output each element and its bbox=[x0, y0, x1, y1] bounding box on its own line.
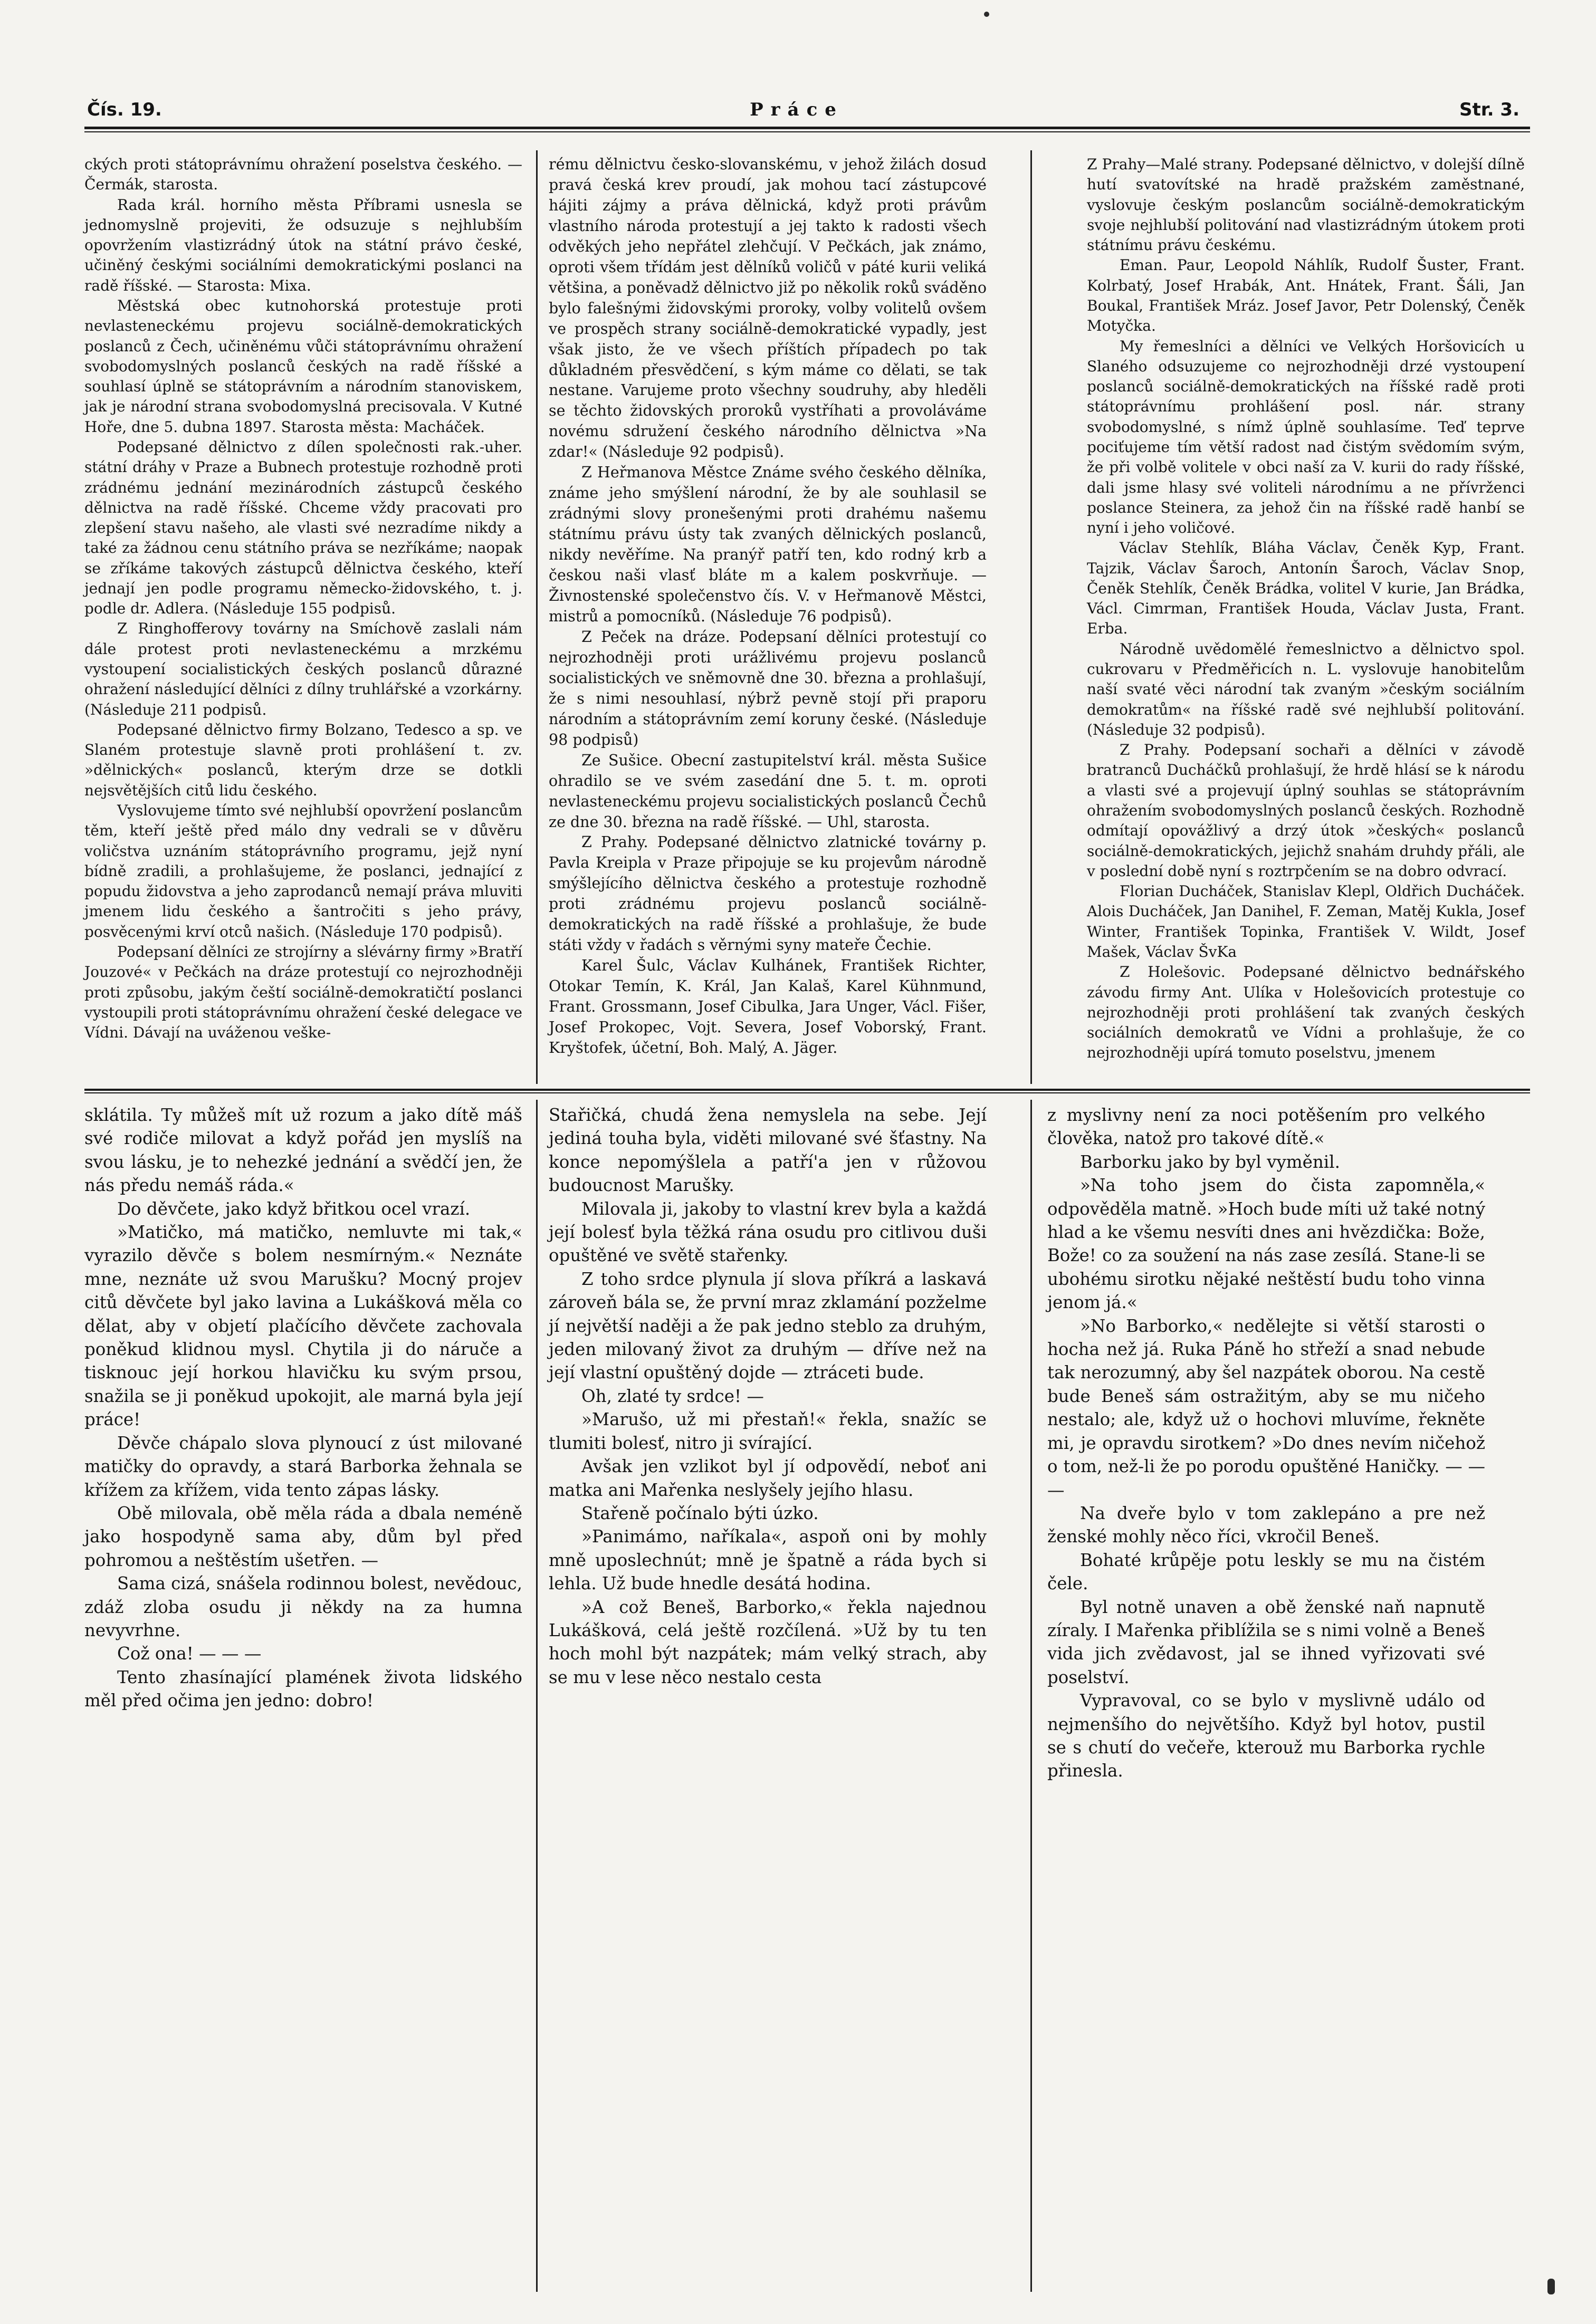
paragraph: Vyslovujeme tímto své nejhlubší opovržení poslancům těm, kteří ještě před málo dny vedrali se v důvěru voličstva uznáním státoprávního programu, jejž nyní bídně zradili, a prohlašujeme, že poslanci, jednající z popudu židovstva a jeho zaprodanců nemají práva mluviti jmenem lidu českého a šantročiti s jeho právy, posvěcenými krví otců našich. (Následuje 170 podpisů). bbox=[84, 802, 522, 940]
paragraph: sklátila. Ty můžeš mít už rozum a jako dítě máš své rodiče milovat a když pořád jen myslíš na svou lásku, je to nehezké jednání a svědčí jen, že nás předu nemáš ráda.« bbox=[84, 1105, 522, 1196]
lower-column-3 bbox=[1047, 1103, 1485, 2290]
column-divider bbox=[1030, 1100, 1032, 2292]
lower-column-2 bbox=[549, 1103, 987, 2290]
header-rule-thin bbox=[84, 131, 1530, 132]
paragraph: Bohaté krůpěje potu leskly se mu na čistém čele. bbox=[1047, 1550, 1485, 1594]
paragraph: »No Barborko,« nedělejte si větší starosti o hocha než já. Ruka Páně ho střeží a snad nebude tak nerozumný, aby šel nazpátek oborou. Na cestě bude Beneš sám ostražitým, aby se mu ničeho nestalo; ale, když už o hochovi mluvíme, řekněte mi, je opravdu sirotkem? »Do dnes nevím ničehož o tom, než-li že po porodu opuštěné Haničky. — — — bbox=[1047, 1315, 1485, 1500]
paragraph: »Na toho jsem do čista zapomněla,« odpověděla matně. »Hoch bude míti už také notný hlad a ke všemu nesvíti dnes ani hvězdička: Bože, Bože! co za soužení na nás zase zesílá. Stane-li se ubohému sirotku nějaké neštěstí budu toho vinna jenom já.« bbox=[1047, 1175, 1485, 1313]
section-separator-thin bbox=[84, 1092, 1530, 1093]
paragraph: Děvče chápalo slova plynoucí z úst milované matičky do opravdy, a stará Barborka žehnala se křížem za křížem, vida tento zápas lásky. bbox=[84, 1433, 522, 1500]
column-divider bbox=[536, 150, 538, 1084]
paragraph: »Marušo, už mi přestaň!« řekla, snažíc se tlumiti bolesť, nitro ji svírající. bbox=[549, 1409, 987, 1453]
paragraph: Tento zhasínající plamének života lidského měl před očima jen jedno: dobro! bbox=[84, 1667, 522, 1711]
paragraph: Z Heřmanova Městce Známe svého českého dělníka, známe jeho smýšlení národní, že by ale souhlasil se zrádnými slovy pronešenými proti drahému našemu státnímu právu ústy tak zvaných dělnických poslanců, nikdy nevěříme. Na pranýř patří ten, kdo rodný krb a českou naši vlasť bláte m a kalem poskvrňuje. — Živnostenské společenstvo čís. V. v Heřmanově Městci, mistrů a pomocníků. (Následuje 76 podpisů). bbox=[549, 464, 987, 625]
paragraph: Podepsaní dělníci ze strojírny a slévárny firmy »Bratří Jouzové« v Pečkách na dráze protestují co nejrozhodněji proti způsobu, jakým čeští sociálně-demokratičtí poslanci vystoupili proti státoprávnímu ohražení české delegace ve Vídni. Dávají na uváženou veške- bbox=[84, 943, 522, 1042]
paragraph: Z Holešovic. Podepsané dělnictvo bednářského závodu firmy Ant. Ulíka v Holešovicích protestuje co nejrozhodněji proti prohlášení tak zvaných českých sociálních demokratů ve Vídni a prohlašuje, že co nejrozhodněji upírá tomuto poselstvu, jmenem bbox=[1087, 963, 1525, 1062]
paragraph: Avšak jen vzlikot byl jí odpovědí, neboť ani matka ani Mařenka neslyšely jejího hlasu. bbox=[549, 1456, 987, 1500]
paragraph: Václav Stehlík, Bláha Václav, Čeněk Kyp, Frant. Tajzik, Václav Šaroch, Antonín Šaroch, Václav Snop, Čeněk Stehlík, Čeněk Brádka, volitel V kurie, Jan Brádka, Václ. Cimrman, František Houda, Václav Justa, Frant. Erba. bbox=[1087, 539, 1525, 638]
page-number: Str. 3. bbox=[1459, 99, 1519, 120]
paragraph: Sama cizá, snášela rodinnou bolest, nevědouc, zdáž zloba osudu ji někdy na za humna nevyvrhne. bbox=[84, 1573, 522, 1640]
paragraph: Národně uvědomělé řemeslnictvo a dělnictvo spol. cukrovaru v Předměřicích n. L. vyslovuje hanobitelům naší svaté věci národní tak zvaným »českým sociálním demokratům« na říšské radě své nejhlubší politování. (Následuje 32 podpisů). bbox=[1087, 640, 1525, 738]
paragraph: Z Peček na dráze. Podepsaní dělníci protestují co nejrozhodněji proti urážlivému projevu poslanců socialistických ve sněmovně dne 30. března a prohlašují, že s nimi nesouhlasí, nýbrž pevně stojí při praporu národním a státoprávním zemí koruny české. (Následuje 98 podpisů) bbox=[549, 628, 987, 748]
paragraph: Florian Ducháček, Stanislav Klepl, Oldřich Ducháček. Alois Ducháček, Jan Danihel, F. Zeman, Matěj Kukla, Josef Winter, František Topinka, František V. Wildt, Josef Mašek, Václav ŠvKa bbox=[1087, 882, 1525, 961]
paragraph: Eman. Paur, Leopold Náhlík, Rudolf Šuster, Frant. Kolrbatý, Josef Hrabák, Ant. Hnátek, Frant. Šáli, Jan Boukal, František Mráz. Josef Javor, Petr Dolenský, Čeněk Motyčka. bbox=[1087, 256, 1525, 335]
paragraph: Stařeně počínalo býti úzko. bbox=[581, 1503, 819, 1523]
paragraph: Vypravoval, co se bylo v myslivně událo od nejmenšího do největšího. Když byl hotov, pustil se s chutí do večeře, kterouž mu Barborka rychle přinesla. bbox=[1047, 1691, 1485, 1781]
paragraph: »Panimámo, naříkala«, aspoň oni by mohly mně uposlechnút; mně je špatně a ráda bych si lehla. Už bude hnedle desátá hodina. bbox=[549, 1526, 987, 1594]
upper-column-3 bbox=[1087, 155, 1525, 1083]
paragraph: z myslivny není za noci potěšením pro velkého člověka, natož pro takové dítě.« bbox=[1047, 1105, 1485, 1149]
upper-column-2 bbox=[549, 155, 987, 1083]
paragraph: Z Prahy. Podepsaní sochaři a dělníci v závodě bratranců Ducháčků prohlašují, že hrdě hlásí se k národu a vlasti své a projevují úplný souhlas se státoprávním ohražením svobodomyslných poslanců českých. Rozhodně odmítají opovážlivý a drzý útok »českých« poslanců sociálně-demokratických, jejichž snahám druhdy přáli, ale v poslední době nyní s roztrpčením se na dobro odvrací. bbox=[1087, 741, 1525, 880]
paragraph: Rada král. horního města Příbrami usnesla se jednomyslně projeviti, že odsuzuje s nejhlubším opovržením vlastizrádný útok na státní právo české, učiněný českými sociálními demokratickými poslanci na radě říšské. — Starosta: Mixa. bbox=[84, 196, 522, 294]
paragraph: Z Prahy. Podepsané dělnictvo zlatnické továrny p. Pavla Kreipla v Praze připojuje se ku projevům národně smýšlejícího dělnictva českého a protestuje rozhodně proti zrádnému projevu poslanců sociálně-demokratických na radě říšské a prohlašuje, že bude státi vždy v řadách s věrnými syny mateře Čechie. bbox=[549, 833, 987, 954]
paragraph: My řemeslníci a dělníci ve Velkých Horšovicích u Slaného odsuzujeme co nejrozhodněji drzé vystoupení poslanců sociálně-demokratických na říšské radě proti státoprávnímu prohlášení posl. nár. strany svobodomyslné, s nímž úplně souhlasíme. Teď teprve pociťujeme tím větší radost nad čistým svědomím svým, že při volbě volitele v obci naší za V. kurii do rady říšské, dali jsme hlasy své voliteli národnímu a ne přívrženci poslance Steinera, za jehož čin na říšské radě hanbí se nyní i jeho voličové. bbox=[1087, 337, 1525, 537]
paragraph: ckých proti státoprávnímu ohražení poselstva českého. — Čermák, starosta. bbox=[84, 156, 522, 194]
paragraph: Barborku jako by byl vyměnil. bbox=[1080, 1151, 1340, 1172]
column-divider bbox=[536, 1100, 538, 2292]
lower-column-1 bbox=[84, 1103, 522, 2290]
paragraph: Do děvčete, jako když břitkou ocel vrazí. bbox=[117, 1198, 471, 1219]
masthead-title: Práce bbox=[750, 99, 844, 120]
paragraph: Na dveře bylo v tom zaklepáno a pre než ženské mohly něco říci, vkročil Beneš. bbox=[1047, 1503, 1485, 1547]
paragraph: Obě milovala, obě měla ráda a dbala neméně jako hospodyně sama aby, dům byl před pohromou a neštěstím ušetřen. — bbox=[84, 1503, 522, 1570]
paragraph: Karel Šulc, Václav Kulhánek, František Richter, Otokar Temín, K. Král, Jan Kalaš, Karel Kühnmund, Frant. Grossmann, Josef Cibulka, Jara Unger, Václ. Fišer, Josef Prokopec, Vojt. Severa, Josef Voborský, Frant. Kryštofek, účetní, Boh. Malý, A. Jäger. bbox=[549, 957, 987, 1057]
paragraph: Stařičká, chudá žena nemyslela na sebe. Její jediná touha byla, viděti milované své šťastny. Na konce nepomýšlela a patří'a jen v růžovou budoucnost Marušky. bbox=[549, 1105, 987, 1196]
paragraph: Podepsané dělnictvo firmy Bolzano, Tedesco a sp. ve Slaném protestuje slavně proti prohlášení t. zv. »dělnických« poslanců, kterým drze se dotkli nejsvětějších citů lidu českého. bbox=[84, 721, 522, 799]
paragraph: Což ona! — — — bbox=[117, 1644, 262, 1664]
paragraph: Městská obec kutnohorská protestuje proti nevlasteneckému projevu sociálně-demokratických poslanců z Čech, učiněnému vůči státoprávnímu ohražení svobodomyslných poslanců českých na radě říšské a souhlasí úplně se státoprávním a národním stanoviskem, jak je národní strana svobodomyslná precisovala. V Kutné Hoře, dne 5. dubna 1897. Starosta města: Macháček. bbox=[84, 296, 522, 436]
column-divider bbox=[1030, 150, 1032, 1084]
paragraph: Z Prahy—Malé strany. Podepsané dělnictvo, v dolejší dílně hutí svatovítské na hradě pražském zaměstnané, vyslovuje českým poslancům sociálně-demokratickým svoje nejhlubší politování nad vlastizrádným útokem proti státnímu právu českému. bbox=[1087, 156, 1525, 254]
paragraph: Byl notně unaven a obě ženské naň napnutě zíraly. I Mařenka přiblížila se s nimi volně a Beneš vida jich zvědavost, jal se ihned vyřizovati své poselství. bbox=[1047, 1597, 1485, 1687]
paragraph: »Matičko, má matičko, nemluvte mi tak,« vyrazilo děvče s bolem nesmírným.« Neznáte mne, neznáte už svou Marušku? Mocný projev citů děvčete byl jako lavina a Lukášková měla co dělat, aby v objetí plačícího děvčete zachovala poněkud klidnou mysl. Chytila ji do náruče a tisknouc její horkou hlavičku ku svým prsou, snažila se ji poněkud upokojit, ale marná byla její práce! bbox=[84, 1222, 522, 1430]
print-speck bbox=[1547, 2279, 1555, 2294]
paragraph: Z toho srdce plynula jí slova příkrá a laskavá zároveň bála se, že první mraz zklamání pozželme jí největší naději a že pak jedno steblo za druhým, jeden milovaný život za druhým — dříve než na její vlastní opuštěný dojde — ztráceti bude. bbox=[549, 1269, 987, 1383]
header-rule bbox=[84, 127, 1530, 129]
paragraph: Ze Sušice. Obecní zastupitelství král. města Sušice ohradilo se ve svém zasedání dne 5. t. m. oproti nevlasteneckému projevu socialistických poslanců Čechů ze dne 30. března na radě říšské. — Uhl, starosta. bbox=[549, 751, 987, 831]
paragraph: Podepsané dělnictvo z dílen společnosti rak.-uher. státní dráhy v Praze a Bubnech protestuje rozhodně proti zrádnému jednání mezinárodních zástupců českého dělnictva na radě říšské. Chceme vždy pracovati pro zlepšení stavu našeho, ale vlasti své nezradíme nikdy a také za žádnou cenu státního práva se nezříkáme; naopak se zříkáme takových zástupců dělnictva českého, kteří jednají jen podle programu německo-židovského, t. j. podle dr. Adlera. (Následuje 155 podpisů. bbox=[84, 438, 522, 618]
upper-column-1 bbox=[84, 155, 522, 1083]
paragraph: Milovala ji, jakoby to vlastní krev byla a každá její bolesť byla těžká rána osudu pro citlivou duši opuštěné ve světě stařenky. bbox=[549, 1198, 987, 1266]
paragraph: rému dělnictvu česko-slovanskému, v jehož žilách dosud pravá česká krev proudí, jak mohou tací zástupcové hájiti zájmy a práva dělnická, když proti právům vlastního národa protestují a jej takto k radosti všech odvěkých jeho nepřátel zlehčují. V Pečkách, jak známo, oproti všem třídám jest dělníků voličů v páté kurii veliká většina, a poněvadž dělnictvo již po několik roků sváděno bylo falešnými židovskými proroky, volby volitelů ovšem ve prospěch strany sociálně-demokratické vypadly, jest však jisto, že ve všech příštích případech po tak důkladném přesvědčení, s kým máme co dělati, se tak nestane. Varujeme proto všechny soudruhy, aby hleděli se těchto židovských proroků vystříhati a provoláváme novému sdružení českého národního dělnictva »Na zdar!« (Následuje 92 podpisů). bbox=[549, 156, 987, 461]
section-separator bbox=[84, 1089, 1530, 1091]
print-speck bbox=[984, 12, 989, 17]
paragraph: Oh, zlaté ty srdce! — bbox=[581, 1386, 764, 1406]
paragraph: Z Ringhofferovy továrny na Smíchově zaslali nám dále protest proti nevlasteneckému a mrzkému vystoupení socialistických českých poslanců důrazné ohražení následující dělníci z dílny truhlářské a vzorkárny. (Následuje 211 podpisů. bbox=[84, 620, 522, 718]
paragraph: »A což Beneš, Barborko,« řekla najednou Lukášková, celá ještě rozčílená. »Už by tu ten hoch mohl být nazpátek; mám velký strach, aby se mu v lese něco nestalo cesta bbox=[549, 1597, 987, 1687]
issue-number: Čís. 19. bbox=[87, 99, 162, 120]
